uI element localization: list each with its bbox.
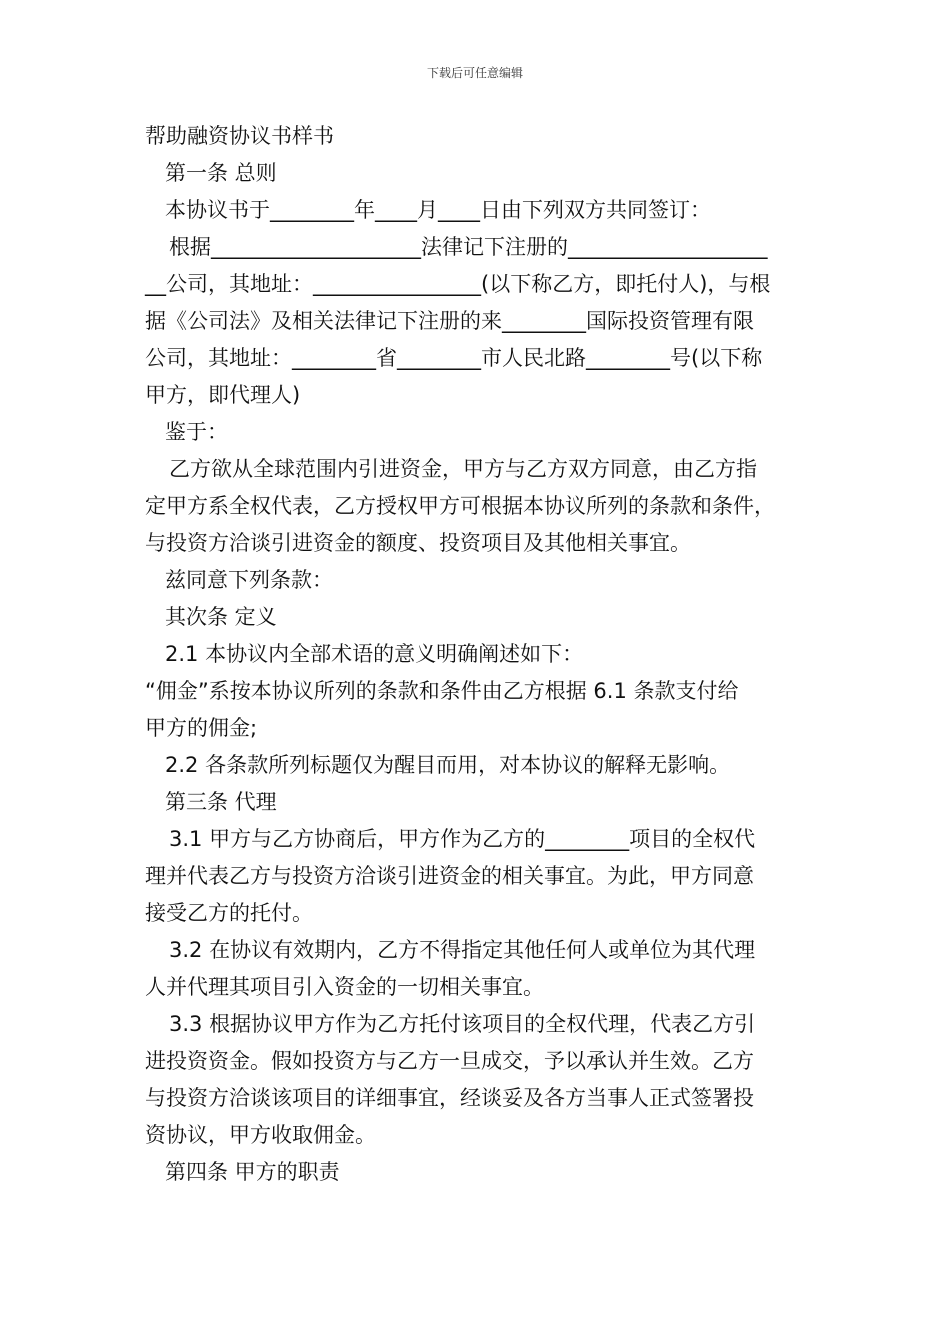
text-line: 第四条 甲方的职责 (165, 1160, 340, 1184)
text-line: __公司，其地址：________________(以下称乙方，即托付人)，与根 (145, 272, 771, 296)
text-line: 资协议，甲方收取佣金。 (145, 1123, 376, 1147)
text-line: 据《公司法》及相关法律记下注册的来________国际投资管理有限 (145, 309, 754, 333)
text-line: 乙方欲从全球范围内引进资金，甲方与乙方双方同意，由乙方指 (169, 457, 757, 481)
text-line: 甲方的佣金; (145, 716, 258, 740)
text-line: 第三条 代理 (165, 790, 277, 814)
document-title: 帮助融资协议书样书 (145, 124, 334, 148)
text-line: 接受乙方的托付。 (145, 901, 313, 925)
text-line: 鉴于： (165, 420, 228, 444)
text-line: 2.2 各条款所列标题仅为醒目而用，对本协议的解释无影响。 (165, 753, 731, 777)
text-line: 3.3 根据协议甲方作为乙方托付该项目的全权代理，代表乙方引 (169, 1012, 756, 1036)
document-body (145, 118, 825, 1191)
text-line: “佣金”系按本协议所列的条款和条件由乙方根据 6.1 条款支付给 (145, 679, 739, 703)
text-line: 与投资方洽谈引进资金的额度、投资项目及其他相关事宜。 (145, 531, 691, 555)
text-line: 第一条 总则 (165, 161, 277, 185)
page-header: 下载后可任意编辑 (426, 66, 523, 80)
text-line: 理并代表乙方与投资方洽谈引进资金的相关事宜。为此，甲方同意 (145, 864, 754, 888)
text-line: 本协议书于________年____月____日由下列双方共同签订： (165, 198, 711, 222)
text-line: 定甲方系全权代表，乙方授权甲方可根据本协议所列的条款和条件， (145, 494, 775, 518)
text-line: 甲方，即代理人) (145, 383, 301, 407)
text-line: 兹同意下列条款： (165, 568, 333, 592)
text-line: 进投资资金。假如投资方与乙方一旦成交，予以承认并生效。乙方 (145, 1049, 754, 1073)
text-line: 公司，其地址：________省________市人民北路________号(以下称 (145, 346, 763, 370)
text-line: 根据____________________法律记下注册的___________________ (169, 235, 768, 259)
text-line: 人并代理其项目引入资金的一切相关事宜。 (145, 975, 544, 999)
text-line: 3.2 在协议有效期内，乙方不得指定其他任何人或单位为其代理 (169, 938, 756, 962)
text-line: 其次条 定义 (165, 605, 277, 629)
text-line: 与投资方洽谈该项目的详细事宜，经谈妥及各方当事人正式签署投 (145, 1086, 754, 1110)
text-line: 3.1 甲方与乙方协商后，甲方作为乙方的________项目的全权代 (169, 827, 756, 851)
text-line: 2.1 本协议内全部术语的意义明确阐述如下： (165, 642, 584, 666)
